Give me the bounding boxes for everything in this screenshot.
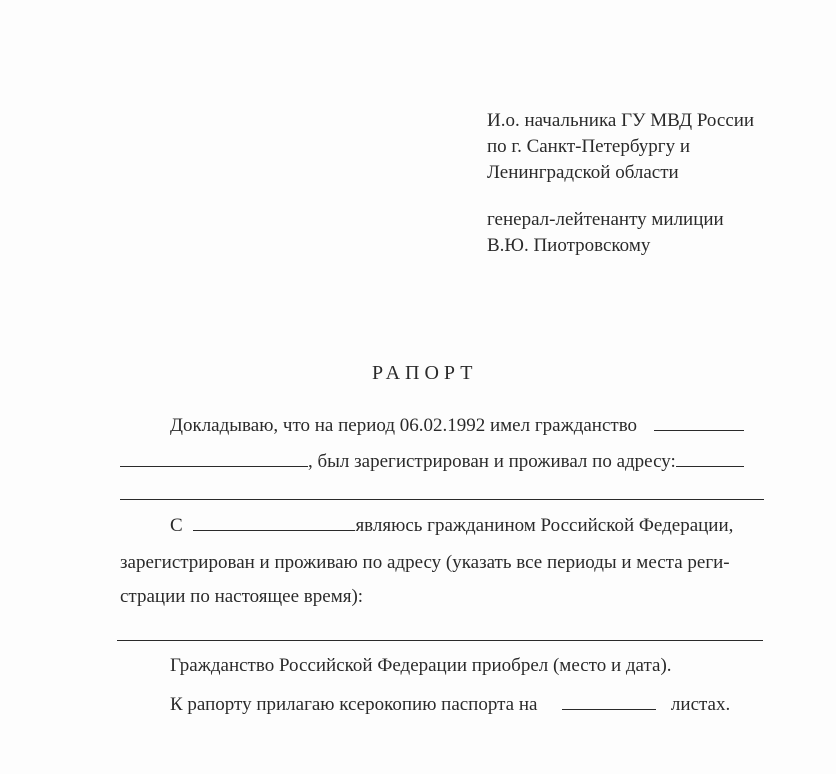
sheets-count-blank [562, 691, 656, 710]
addressee-block [487, 108, 754, 259]
address-blank [676, 448, 744, 467]
citizenship-blank [654, 412, 744, 431]
registration-rule [117, 640, 763, 641]
report-line-7 [170, 691, 730, 717]
report-line-3 [170, 512, 733, 538]
report-text-address: , был зарегистрирован и проживал по адресу: [308, 451, 676, 472]
report-line-6 [170, 654, 672, 678]
report-text-acquired: Гражданство Российской Федерации приобрел (место и дата). [170, 655, 672, 676]
addressee-gap [487, 186, 754, 207]
report-text-sheets: листах. [670, 694, 731, 715]
citizenship-blank-cont [120, 448, 308, 467]
document-title: РАПОРТ [372, 362, 478, 384]
report-text-registered: зарегистрирован и проживаю по адресу (указать все периоды и места реги- [120, 552, 730, 573]
since-date-blank [193, 512, 355, 531]
addressee-city: по г. Санкт-Петербургу и [487, 136, 690, 157]
report-line-2 [120, 448, 744, 474]
addressee-region: Ленинградской области [487, 162, 679, 183]
addressee-position: И.о. начальника ГУ МВД России [487, 110, 755, 131]
addressee-name: В.Ю. Пиотровскому [487, 235, 651, 256]
report-text-since: С [170, 515, 183, 536]
report-line-4 [120, 551, 730, 575]
addressee-rank: генерал-лейтенанту милиции [487, 209, 724, 230]
report-text-attach: К рапорту прилагаю ксерокопию паспорта на [170, 694, 538, 715]
report-text-citizen: являюсь гражданином Российской Федерации, [355, 515, 734, 536]
report-text-registered-cont: страции по настоящее время): [120, 586, 364, 607]
report-line-5 [120, 585, 363, 609]
address-rule [120, 499, 764, 500]
report-text-citizenship: Докладываю, что на период 06.02.1992 имел гражданство [170, 415, 638, 436]
report-line-1 [170, 412, 744, 438]
